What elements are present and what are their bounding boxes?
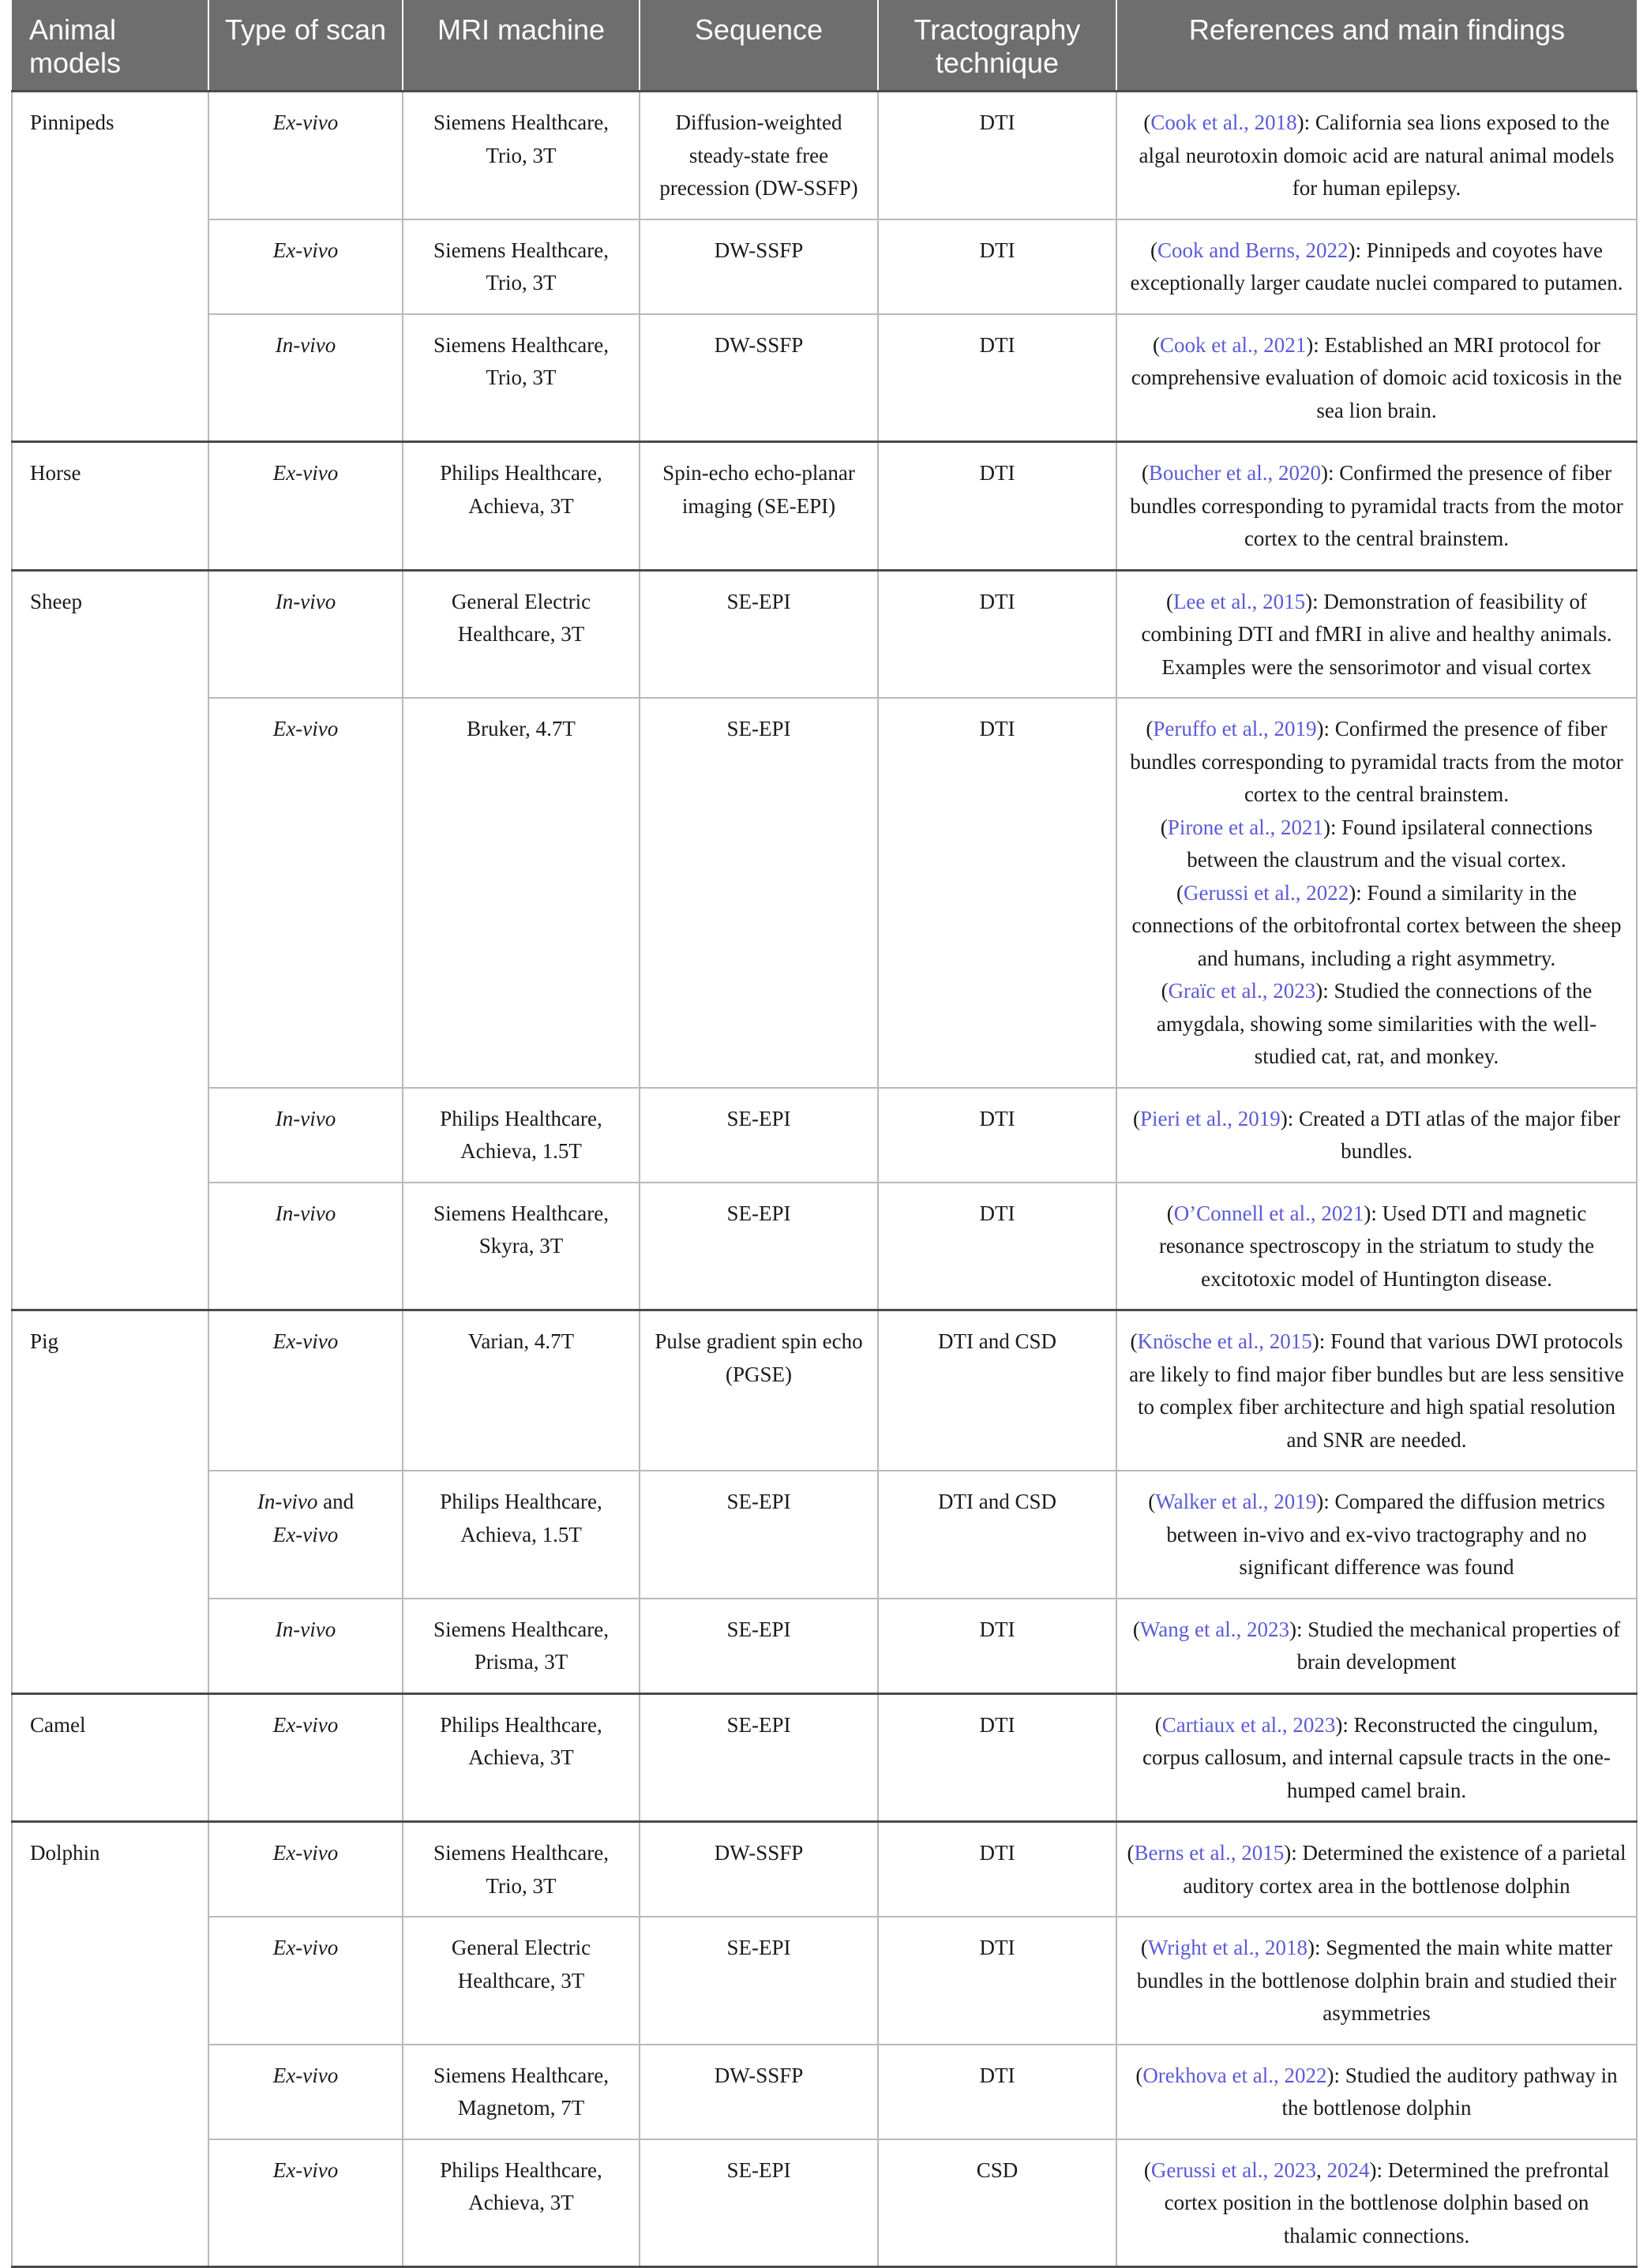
reference-link[interactable]: Cook and Berns, 2022 [1157,238,1349,262]
scan-type: Ex-vivo [272,1936,339,1959]
sequence-cell: SE-EPI [640,1693,878,1822]
open-paren: ( [1150,238,1158,262]
finding-text: ): Found that various DWI protocols are likely to find major fiber bundles but are less sensitive to complex fiber architecture and high spatial resolution and SNR are needed. [1129,1329,1624,1452]
table-row [12,1917,1637,2045]
table-row [12,314,1637,442]
references-cell [1116,698,1637,1088]
mri-machine-cell: Siemens Healthcare, Trio, 3T [403,314,640,442]
finding-text: ): Reconstructed the cingulum, corpus callosum, and internal capsule tracts in the one-humped camel brain. [1142,1712,1611,1802]
open-paren: ( [1130,1329,1138,1353]
references-cell [1116,314,1637,442]
open-paren: ( [1154,1712,1162,1737]
technique-cell: DTI [878,1088,1116,1183]
reference-link[interactable]: Pirone et al., 2021 [1167,815,1324,839]
open-paren: ( [1153,332,1161,357]
scan-type-cell [208,1917,403,2045]
scan-type-cell [208,1471,403,1599]
table-row [12,2045,1637,2139]
scan-type: Ex-vivo [272,238,339,262]
mri-machine-cell: Philips Healthcare, Achieva, 1.5T [403,1088,640,1183]
finding-text: ): Found a similarity in the connections of the orbitofrontal cortex between the sheep and humans, including a right asymmetry. [1131,880,1622,970]
reference-link[interactable]: Gerussi et al., 2022 [1184,880,1349,905]
mri-machine-cell: Bruker, 4.7T [403,698,640,1088]
sequence-cell: SE-EPI [640,1088,878,1183]
references-cell [1116,1088,1637,1183]
finding-text: ): Compared the diffusion metrics between in-vivo and ex-vivo tractography and no significant difference was found [1166,1490,1605,1579]
table-row [12,92,1637,219]
open-paren: ( [1165,589,1173,613]
references-cell [1116,1822,1637,1917]
references-cell [1116,1917,1637,2045]
scan-type: Ex-vivo [272,1841,339,1865]
reference-link[interactable]: Orekhova et al., 2022 [1142,2063,1327,2087]
open-paren: ( [1127,1841,1135,1865]
references-cell [1116,570,1637,698]
finding-text: ): Segmented the main white matter bundles in the bottlenose dolphin brain and studied their asymmetries [1136,1936,1617,2025]
animal-model-cell: Pinnipeds [12,92,208,442]
reference-link[interactable]: Knösche et al., 2015 [1137,1329,1312,1353]
scan-type-cell [208,1822,403,1917]
scan-type: In-vivo [275,332,336,357]
technique-cell: DTI and CSD [878,1310,1116,1471]
scan-type-cell [208,1088,403,1183]
open-paren: ( [1176,880,1184,905]
open-paren: ( [1160,815,1168,839]
header-type-of-scan: Type of scan [208,0,403,92]
mri-machine-cell: General Electric Healthcare, 3T [403,570,640,698]
technique-cell: DTI [878,1822,1116,1917]
animal-model-cell: Sheep [12,570,208,1310]
references-cell [1116,1471,1637,1599]
header-references-findings: References and main findings [1116,0,1637,92]
scan-type: In-vivo [275,1201,336,1225]
table-row [12,1599,1637,1694]
scan-type-cell [208,2045,403,2139]
finding-text: ): California sea lions exposed to the algal neurotoxin domoic acid are natural animal models for human epilepsy. [1139,111,1615,200]
table-row [12,2139,1637,2267]
header-mri-machine: MRI machine [403,0,640,92]
header-tractography-technique: Tractography technique [878,0,1116,92]
scan-type-cell [208,219,403,314]
scan-type-cell [208,1599,403,1694]
mri-machine-cell: Siemens Healthcare, Trio, 3T [403,92,640,219]
technique-cell: DTI [878,1183,1116,1310]
references-cell [1116,1693,1637,1822]
reference-link[interactable]: Berns et al., 2015 [1134,1841,1285,1865]
open-paren: ( [1161,979,1169,1003]
table-row [12,698,1637,1088]
sequence-cell: DW-SSFP [640,2045,878,2139]
technique-cell: DTI [878,1917,1116,2045]
open-paren: ( [1140,1936,1148,1959]
open-paren: ( [1148,1490,1156,1513]
mri-machine-cell: Philips Healthcare, Achieva, 3T [403,442,640,571]
reference-link[interactable]: Walker et al., 2019 [1155,1490,1317,1513]
scan-type: Ex-vivo [272,2063,339,2087]
animal-model-cell: Camel [12,1693,208,1822]
animal-model-cell: Horse [12,442,208,571]
sequence-cell: Diffusion-weighted steady-state free precession (DW-SSFP) [640,92,878,219]
table-body [12,92,1637,2267]
scan-type-cell [208,1310,403,1471]
technique-cell: DTI [878,2045,1116,2139]
header-animal-models: Animal models [12,0,208,92]
finding-text: ): Determined the existence of a parietal auditory cortex area in the bottlenose dolphin [1183,1841,1626,1898]
ref-separator: , [1316,2157,1327,2182]
sequence-cell: DW-SSFP [640,219,878,314]
technique-cell: DTI [878,92,1116,219]
table-row [12,1183,1637,1310]
sequence-cell: SE-EPI [640,698,878,1088]
reference-link[interactable]: Wang et al., 2023 [1139,1617,1289,1641]
scan-type: In-vivo [275,1106,336,1130]
scan-type-cell [208,698,403,1088]
open-paren: ( [1132,1617,1140,1641]
reference-link[interactable]: 2024 [1326,2157,1370,2182]
technique-cell: CSD [878,2139,1116,2267]
scan-type-cell [208,1693,403,1822]
references-cell [1116,92,1637,219]
mri-machine-cell: Siemens Healthcare, Magnetom, 7T [403,2045,640,2139]
animal-models-table [11,0,1638,2268]
open-paren: ( [1135,2063,1143,2087]
scan-type-cell [208,442,403,571]
scan-type: Ex-vivo [272,2157,339,2182]
open-paren: ( [1146,717,1154,740]
table-row [12,1471,1637,1599]
finding-text: ): Demonstration of feasibility of combining DTI and fMRI in alive and healthy animals. Examples were the sensorimotor and visual cortex [1141,589,1612,679]
reference-link[interactable]: Wright et al., 2018 [1147,1936,1307,1959]
references-cell [1116,1310,1637,1471]
sequence-cell: SE-EPI [640,570,878,698]
mri-machine-cell: Siemens Healthcare, Trio, 3T [403,1822,640,1917]
mri-machine-cell: General Electric Healthcare, 3T [403,1917,640,2045]
header-row [12,0,1637,92]
scan-type-cell [208,2139,403,2267]
reference-link[interactable]: Cartiaux et al., 2023 [1161,1712,1336,1737]
scan-type: Ex-vivo [272,461,339,485]
mri-machine-cell: Varian, 4.7T [403,1310,640,1471]
technique-cell: DTI [878,1693,1116,1822]
scan-conjunction: and [317,1490,355,1513]
header-sequence: Sequence [640,0,878,92]
technique-cell: DTI [878,442,1116,571]
sequence-cell: SE-EPI [640,1471,878,1599]
reference-link[interactable]: O’Connell et al., 2021 [1173,1201,1364,1225]
reference-link[interactable]: Cook et al., 2021 [1160,332,1307,357]
technique-cell: DTI [878,219,1116,314]
sequence-cell: DW-SSFP [640,314,878,442]
references-cell [1116,442,1637,571]
open-paren: ( [1143,2157,1151,2182]
scan-type-2: Ex-vivo [272,1522,339,1546]
reference-link[interactable]: Peruffo et al., 2019 [1153,717,1317,740]
finding-text: ): Pinnipeds and coyotes have exceptionally larger caudate nuclei compared to putamen. [1130,238,1623,294]
finding-text: ): Confirmed the presence of fiber bundles corresponding to pyramidal tracts from the motor cortex to the central brainstem. [1130,717,1623,806]
table-row [12,1310,1637,1471]
references-cell [1116,1599,1637,1694]
scan-type: In-vivo [275,589,336,613]
finding-text: ): Confirmed the presence of fiber bundles corresponding to pyramidal tracts from the motor cortex to the central brainstem. [1130,461,1623,550]
technique-cell: DTI [878,698,1116,1088]
references-cell [1116,2139,1637,2267]
table-row [12,1822,1637,1917]
mri-machine-cell: Philips Healthcare, Achieva, 3T [403,2139,640,2267]
finding-text: ): Determined the prefrontal cortex position in the bottlenose dolphin based on thalamic connections. [1164,2157,1610,2247]
scan-type-cell [208,314,403,442]
scan-type: Ex-vivo [272,1712,339,1737]
technique-cell: DTI and CSD [878,1471,1116,1599]
references-cell [1116,2045,1637,2139]
scan-type: Ex-vivo [272,717,339,740]
scan-type-cell [208,570,403,698]
sequence-cell: DW-SSFP [640,1822,878,1917]
technique-cell: DTI [878,570,1116,698]
animal-model-cell: Dolphin [12,1822,208,2267]
scan-type-cell [208,92,403,219]
mri-machine-cell: Philips Healthcare, Achieva, 1.5T [403,1471,640,1599]
technique-cell: DTI [878,1599,1116,1694]
table-wrapper [11,0,1636,2268]
finding-text: ): Studied the connections of the amygdala, showing some similarities with the well-studied cat, rat, and monkey. [1156,979,1597,1068]
mri-machine-cell: Siemens Healthcare, Trio, 3T [403,219,640,314]
animal-model-cell: Pig [12,1310,208,1694]
table-row [12,219,1637,314]
sequence-cell: SE-EPI [640,1917,878,2045]
mri-machine-cell: Siemens Healthcare, Prisma, 3T [403,1599,640,1694]
finding-text: ): Established an MRI protocol for comprehensive evaluation of domoic acid toxicosis in the sea lion brain. [1131,332,1623,422]
technique-cell: DTI [878,314,1116,442]
sequence-cell: SE-EPI [640,2139,878,2267]
open-paren: ( [1166,1201,1174,1225]
scan-type-cell [208,1183,403,1310]
finding-text: ): Studied the mechanical properties of brain development [1289,1617,1621,1674]
sequence-cell: SE-EPI [640,1599,878,1694]
open-paren: ( [1141,461,1149,485]
references-cell [1116,219,1637,314]
open-paren: ( [1143,111,1151,134]
scan-type: Ex-vivo [272,1329,339,1353]
sequence-cell: Pulse gradient spin echo (PGSE) [640,1310,878,1471]
finding-text: ): Found ipsilateral connections between the claustrum and the visual cortex. [1187,815,1593,872]
mri-machine-cell: Philips Healthcare, Achieva, 3T [403,1693,640,1822]
scan-type: In-vivo [257,1490,318,1513]
table-row [12,1088,1637,1183]
finding-text: ): Studied the auditory pathway in the bottlenose dolphin [1281,2063,1618,2120]
table-row [12,442,1637,571]
reference-link[interactable]: Graïc et al., 2023 [1168,979,1316,1003]
table-row [12,570,1637,698]
scan-type: In-vivo [275,1617,336,1641]
scan-type: Ex-vivo [272,111,339,134]
reference-link[interactable]: Cook et al., 2018 [1150,111,1297,134]
reference-link[interactable]: Pieri et al., 2019 [1139,1106,1281,1130]
references-cell [1116,1183,1637,1310]
reference-link[interactable]: Lee et al., 2015 [1172,589,1306,613]
sequence-cell: Spin-echo echo-planar imaging (SE-EPI) [640,442,878,571]
finding-text: ): Created a DTI atlas of the major fiber bundles. [1280,1106,1621,1163]
reference-link[interactable]: Boucher et al., 2020 [1148,461,1322,485]
finding-text: ): Used DTI and magnetic resonance spectroscopy in the striatum to study the excitotoxic model of Huntington disease. [1158,1201,1595,1291]
mri-machine-cell: Siemens Healthcare, Skyra, 3T [403,1183,640,1310]
sequence-cell: SE-EPI [640,1183,878,1310]
table-row [12,1693,1637,1822]
open-paren: ( [1132,1106,1140,1130]
reference-link[interactable]: Gerussi et al., 2023 [1150,2157,1317,2182]
